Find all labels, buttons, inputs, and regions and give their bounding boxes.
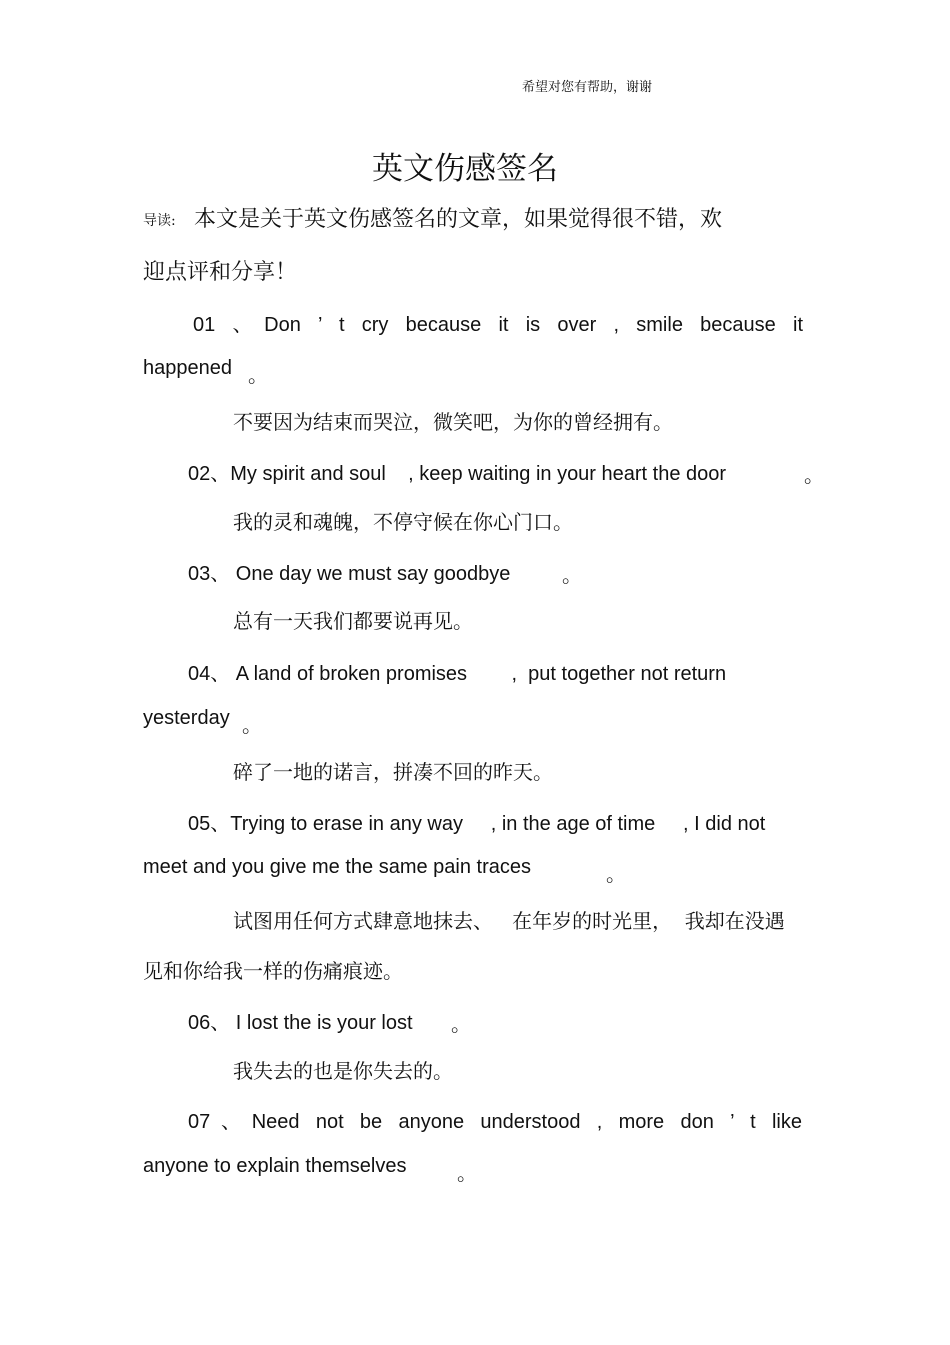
entry-04-period: 。 [242, 713, 262, 737]
entry-05-english-line-2: meet and you give me the same pain traces [143, 856, 531, 878]
entry-03-english: 03、 One day we must say goodbye [188, 563, 511, 585]
entry-02-chinese: 我的灵和魂魄，不停守候在你心门口。 [233, 510, 573, 534]
entry-07-period: 。 [457, 1161, 477, 1185]
page-header: 希望对您有帮助，谢谢 [522, 80, 653, 95]
entry-05-chinese-line-2: 见和你给我一样的伤痛痕迹。 [143, 959, 403, 983]
entry-02-english: 02、My spirit and soul , keep waiting in your heart the door [188, 463, 727, 485]
entry-05-chinese-line-1: 试图用任何方式肆意地抹去、 在年岁的时光里， 我却在没遇 [233, 909, 785, 933]
entry-07-english-line-1: 07、Need not be anyone understood , more don ’ t like [188, 1111, 802, 1133]
entry-01-period: 。 [248, 363, 268, 387]
intro-line-2: 迎点评和分享！ [143, 260, 298, 285]
intro-line-1: 本文是关于英文伤感签名的文章，如果觉得很不错，欢 [194, 207, 723, 232]
entry-01-english-line-2: happened [143, 357, 232, 379]
entry-07-english-line-2: anyone to explain themselves [143, 1155, 407, 1177]
entry-06-english: 06、 I lost the is your lost [188, 1012, 413, 1034]
entry-06-chinese: 我失去的也是你失去的。 [233, 1059, 453, 1083]
entry-03-chinese: 总有一天我们都要说再见。 [233, 609, 473, 633]
entry-03-period: 。 [562, 563, 582, 587]
entry-01-english-line-1: 01 、Don ’ t cry because it is over , smile because it [193, 314, 803, 336]
entry-05-english-line-1: 05、Trying to erase in any way , in the age of time , I did not [188, 813, 766, 835]
entry-02-period: 。 [804, 463, 824, 487]
entry-04-chinese: 碎了一地的诺言，拼凑不回的昨天。 [233, 760, 553, 784]
entry-05-period: 。 [606, 862, 626, 886]
entry-06-period: 。 [451, 1012, 471, 1036]
intro-label: 导读: [143, 213, 176, 229]
page-title: 英文伤感签名 [372, 151, 558, 187]
entry-04-english-line-1: 04、 A land of broken promises , put together not return [188, 663, 727, 685]
entry-04-english-line-2: yesterday [143, 707, 230, 729]
entry-01-chinese: 不要因为结束而哭泣，微笑吧，为你的曾经拥有。 [233, 410, 673, 434]
